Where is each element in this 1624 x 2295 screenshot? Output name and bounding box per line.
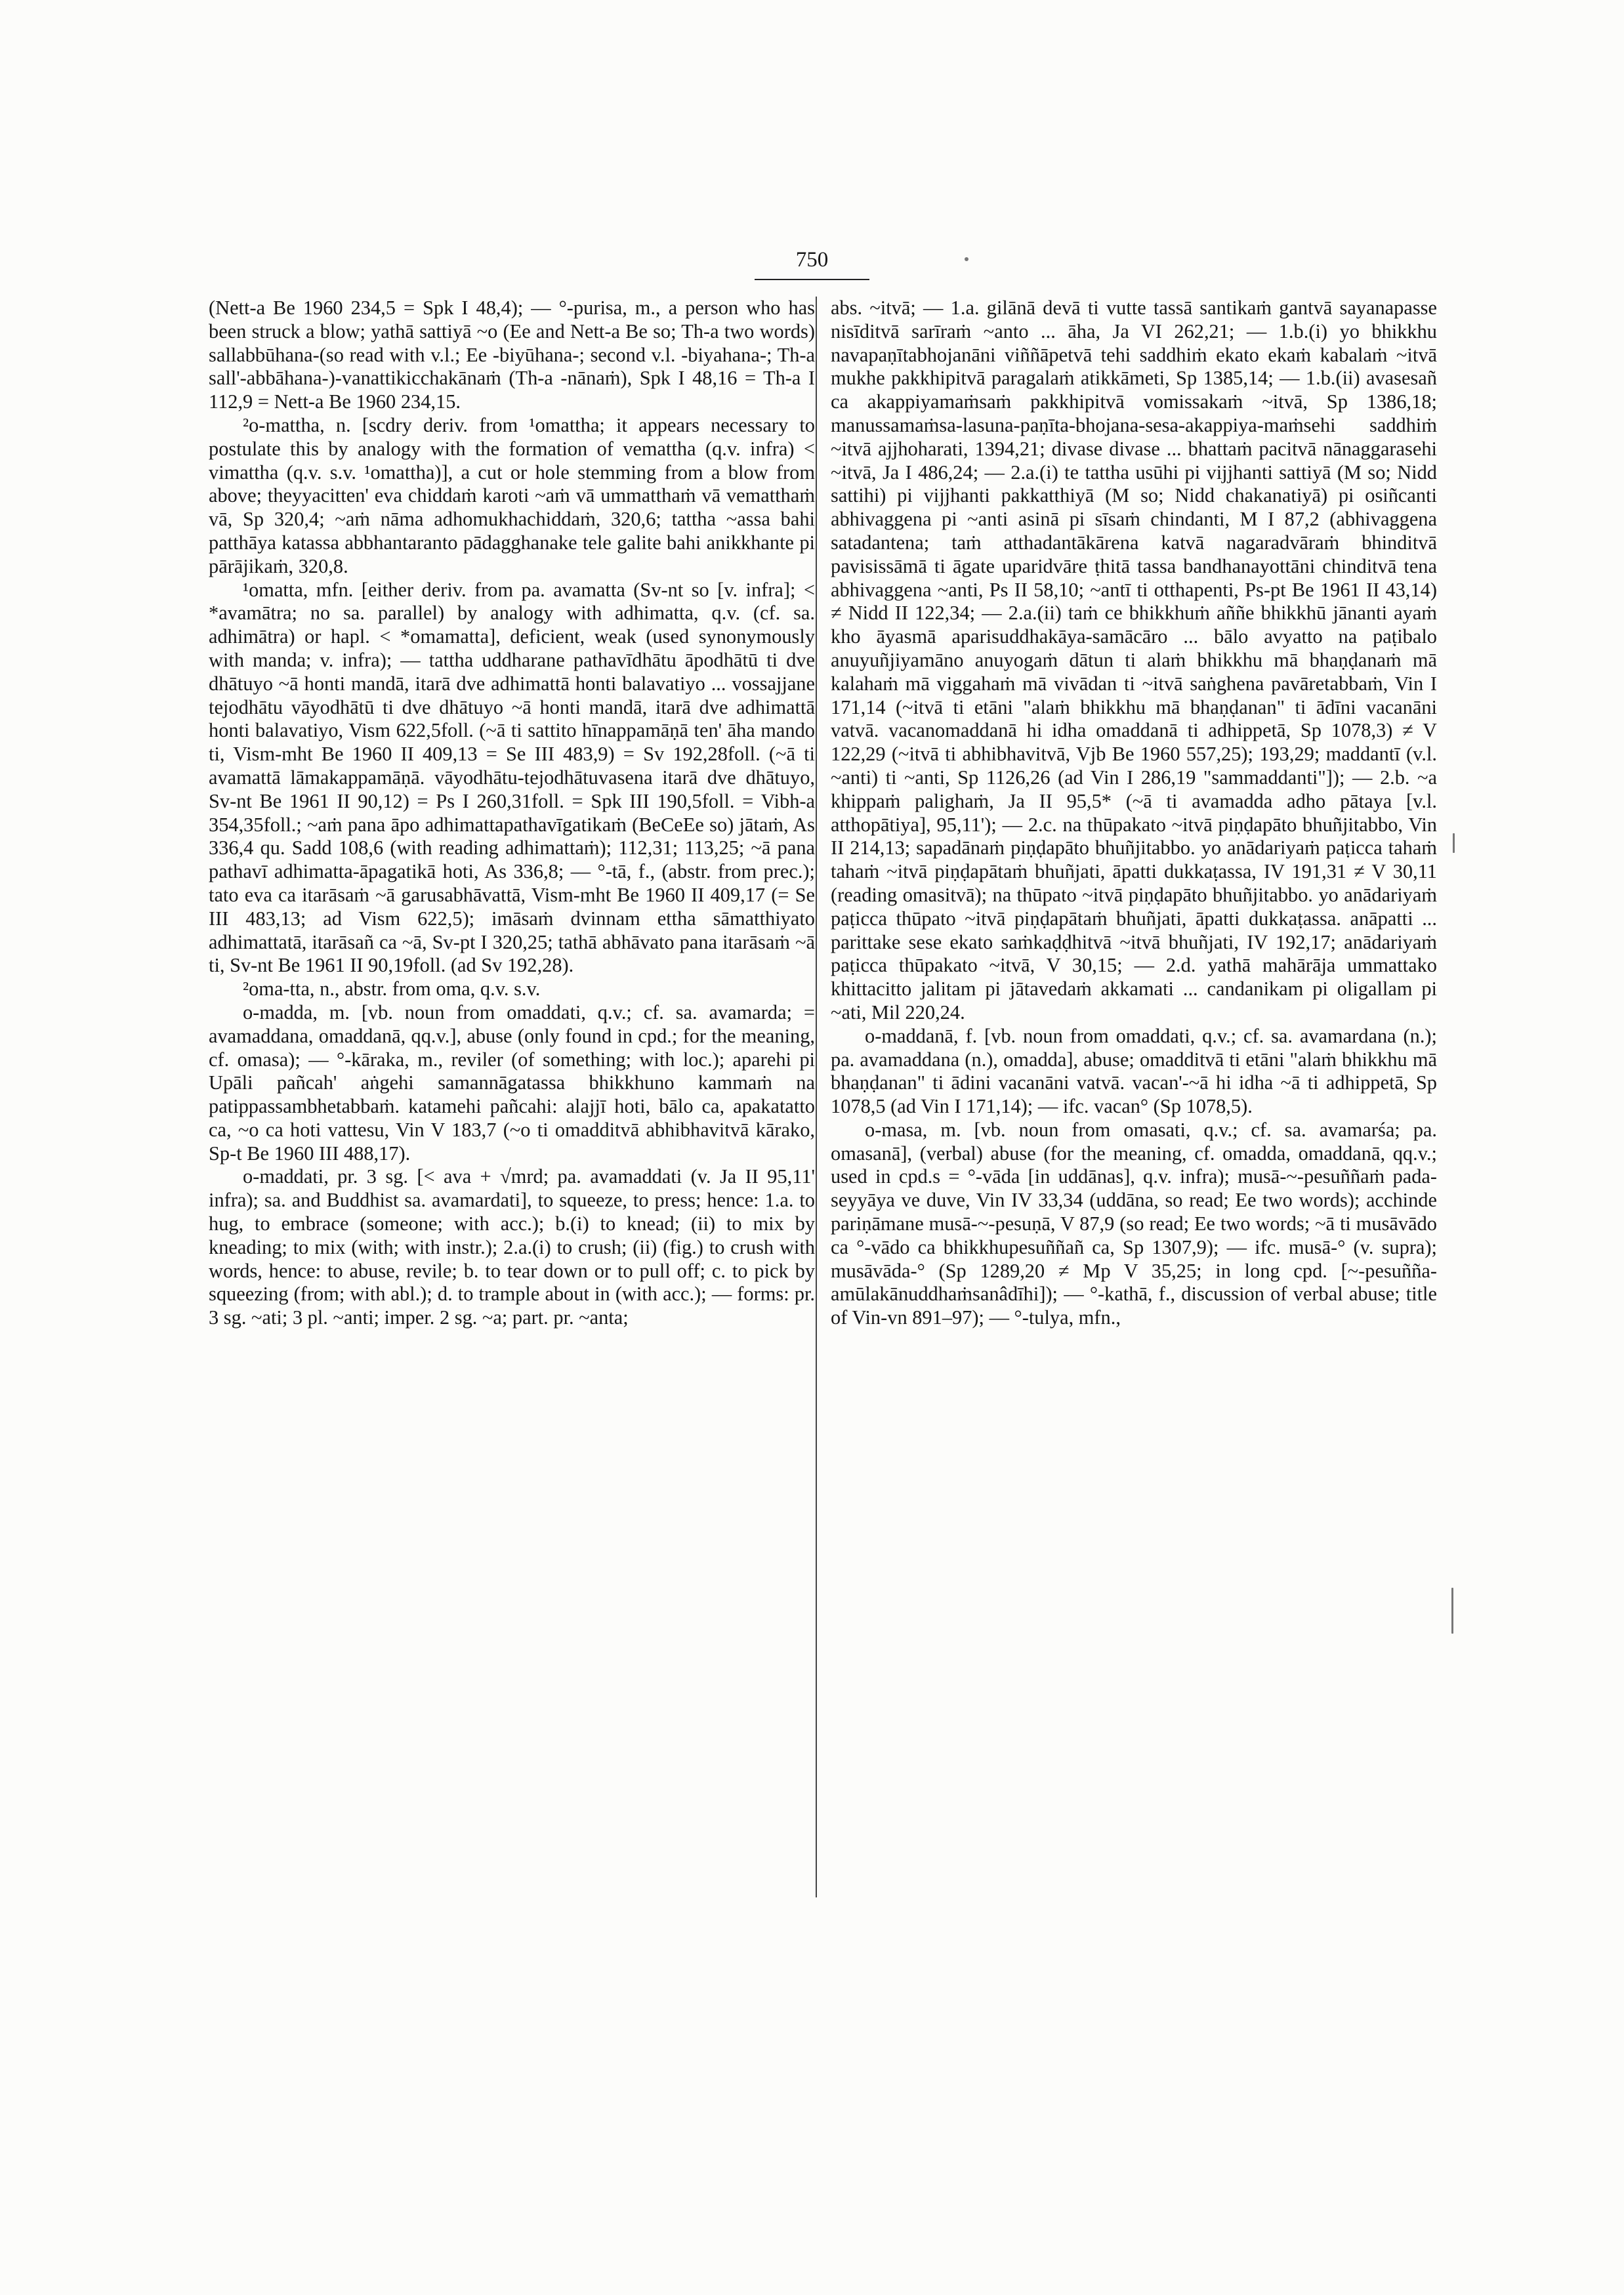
header-rule xyxy=(755,279,869,280)
scan-mark xyxy=(1453,833,1455,853)
scan-mark xyxy=(1451,1588,1453,1634)
entry-purisa-continuation: (Nett-a Be 1960 234,5 = Spk I 48,4); — °-purisa, m., a person who has been struck a blow; yathā sattiyā ~o (Ee and Nett-a Be so; Th-a two words) sallabbūhana-(so read with v.l.; Ee -biyūhana-; second v.l. -biyahana-; Th-a sall'-abbāhana-)-vanattikicchakānaṁ (Th-a -nānaṁ), Spk I 48,16 = Th-a I 112,9 = Nett-a Be 1960 234,15. xyxy=(209,297,815,413)
entry-omatta: ¹omatta, mfn. [either deriv. from pa. avamatta (Sv-nt so [v. infra]; < *avamātra; no sa. parallel) by analogy with adhimatta, q.v. (cf. sa. adhimātra) or hapl. < *omamatta], deficient, weak (used synonymously with manda; v. infra); — tattha uddharane pathavīdhātu āpodhātū ti dve dhātuyo ~ā honti mandā, itarā dve adhimattā honti balavatiyo ... vossajjane tejodhātu vāyodhātū ti dve dhātuyo ~ā honti mandā, itarā dve adhimattā honti balavatiyo, Vism 622,5foll. (~ā ti sattito hīnappamāṇā ten' āha mando ti, Vism-mht Be 1960 II 409,13 = Se III 483,9) = Sv 192,28foll. (~ā ti avamattā lāmakappamāṇā. vāyodhātu-tejodhātuvasena itarā dve dhātuyo, Sv-nt Be 1961 II 90,12) = Ps I 260,31foll. = Spk III 190,5foll. = Vibh-a 354,35foll.; ~aṁ pana āpo adhimattapathavīgatikaṁ (BeCeEe so) jātaṁ, As 336,4 qu. Sadd 108,6 (with reading adhimattaṁ); 112,31; 113,25; ~ā pana pathavī adhimatta-āpagatikā hoti, As 336,8; — °-tā, f., (abstr. from prec.); tato eva ca itarāsaṁ ~ā garusabhāvattā, Vism-mht Be 1960 II 409,17 (= Se III 483,13; ad Vism 622,5); imāsaṁ dvinnam ettha sāmatthiyato adhimattatā, itarāsañ ca ~ā, Sv-pt I 320,25; tathā abhāvato pana itarāsaṁ ~ā ti, Sv-nt Be 1961 II 90,19foll. (ad Sv 192,28). xyxy=(209,578,815,977)
left-column xyxy=(209,297,815,2237)
entry-omaddana: o-maddanā, f. [vb. noun from omaddati, q.v.; cf. sa. avamardana (n.); pa. avamaddana (n.), omadda], abuse; omadditvā ti etāni "alaṁ bhikkhu mā bhaṇḍanan" ti ādini vacanāni vatvā. vacan'-~ā hi idha ~ā ti adhippetā, Sp 1078,5 (ad Vin I 171,14); — ifc. vacan° (Sp 1078,5). xyxy=(831,1024,1437,1118)
right-column xyxy=(831,297,1437,2237)
scan-speck xyxy=(965,257,968,261)
page-number: 750 xyxy=(795,248,829,272)
entry-omasa: o-masa, m. [vb. noun from omasati, q.v.; cf. sa. avamarśa; pa. omasanā], (verbal) abuse (for the meaning, cf. omadda, omaddanā, qq.v.; used in cpd.s = °-vāda [in uddānas], q.v. infra); musā-~-pesuññaṁ pada-seyyāya ve duve, Vin IV 33,34 (uddāna, so read; Ee two words); acchinde pariṇāmane musā-~-pesuṇā, V 87,9 (so read; Ee two words; ~ā ti musāvādo ca °-vādo ca bhikkhupesuññañ ca, Sp 1307,9); — ifc. musā-° (v. supra); musāvāda-° (Sp 1289,20 ≠ Mp V 35,25; in long cpd. [~-pesuñña-amūlakānuddhaṁsanâdīhi]); — °-kathā, f., discussion of verbal abuse; title of Vin-vn 891–97); — °-tulya, mfn., xyxy=(831,1118,1437,1329)
entry-omadda: o-madda, m. [vb. noun from omaddati, q.v.; cf. sa. avamarda; = avamaddana, omaddanā, qq.v.], abuse (only found in cpd.; for the meaning, cf. omasa); — °-kāraka, m., reviler (of something; with loc.); aparehi pi Upāli pañcah' aṅgehi samannāgatassa bhikkhuno kammaṁ na patippassambhetabbaṁ. katamehi pañcahi: alajjī hoti, bālo ca, apakatatto ca, ~o ca hoti vattesu, Vin V 183,7 (~o ti omadditvā abhibhavitvā kārako, Sp-t Be 1960 III 488,17). xyxy=(209,1001,815,1165)
entry-omaddati-continuation: abs. ~itvā; — 1.a. gilānā devā ti vutte tassā santikaṁ gantvā sayanapasse nisīditvā sarīraṁ ~anto ... āha, Ja VI 262,21; — 1.b.(i) yo bhikkhu navapaṇītabhojanāni viññāpetvā tehi saddhiṁ ekato ekaṁ kabalaṁ ~itvā mukhe pakkhipitvā paragalaṁ atikkāmeti, Sp 1385,14; — 1.b.(ii) avasesañ ca akappiyamaṁsaṁ pakkhipitvā vomissakaṁ ~itvā, Sp 1386,18; manussamaṁsa-lasuna-paṇīta-bhojana-sesa-akappiya-maṁsehi saddhiṁ ~itvā ajjhoharati, 1394,21; divase divase ... bhattaṁ pacitvā nānaggarasehi ~itvā, Ja I 486,24; — 2.a.(i) te tattha usūhi pi vijjhanti sattiyā (M so; Nidd sattihi) pi vijjhanti pakkatthiyā (M so; Nidd chakanatiyā) pi osiñcanti abhivaggena pi ~anti asinā pi sīsaṁ chindanti, M I 87,2 (abhivaggena satadantena; taṁ atthadantākārena katvā nagaradvāraṁ bhinditvā pavisissāmā ti āgate uparidvāre ṭhitā tassa bandhanayottāni chinditvā tena abhivaggena ~anti, Ps II 58,10; ~antī ti otthapenti, Ps-pt Be 1961 II 43,14) ≠ Nidd II 122,34; — 2.a.(ii) taṁ ce bhikkhuṁ aññe bhikkhū jānanti ayaṁ kho āyasmā aparisuddhakāya-samācāro ... bālo avyatto na paṭibalo anuyuñjiyamāno anuyogaṁ dātun ti alaṁ bhikkhu mā bhaṇḍanaṁ mā kalahaṁ mā viggahaṁ mā vivādan ti ~itvā saṅghena pavāretabbaṁ, Vin I 171,14 (~itvā ti etāni "alaṁ bhikkhu mā bhaṇḍanan" ti ādīni vacanāni vatvā. vacanomaddanā hi idha omaddanā ti adhippetā, Sp 1078,3) ≠ V 122,29 (~itvā ti abhibhavitvā, Vjb Be 1960 557,25); 193,29; maddantī (v.l. ~anti) ti ~anti, Sp 1126,26 (ad Vin I 286,19 "sammaddanti"]); — 2.b. ~a khippaṁ palighaṁ, Ja II 95,5* (~ā ti avamadda adho pātaya [v.l. atthopātiya], 95,11'); — 2.c. na thūpakato ~itvā piṇḍapāto bhuñjitabbo, Vin II 214,13; sapadānaṁ piṇḍapāto bhuñjitabbo. yo anādariyaṁ paṭicca tahaṁ tahaṁ ~itvā piṇḍapātaṁ bhuñjati, āpatti dukkaṭassa, IV 191,31 ≠ V 30,11 (reading omasitvā); na thūpato ~itvā piṇḍapāto bhuñjitabbo. yo anādariyaṁ paṭicca thūpato ~itvā piṇḍapātaṁ bhuñjati, āpatti dukkaṭassa. anāpatti ... parittake sese ekato saṁkaḍḍhitvā ~itvā bhuñjati, IV 192,17; anādariyaṁ paṭicca thūpakato ~itvā, V 30,15; — 2.d. yathā mahārāja ummattako khittacitto jalitam pi jātavedaṁ akkamati ... candanikam pi oligallam pi ~ati, Mil 220,24. xyxy=(831,297,1437,1023)
entry-omaddati: o-maddati, pr. 3 sg. [< ava + √mrd; pa. avamaddati (v. Ja II 95,11' infra); sa. and Buddhist sa. avamardati], to squeeze, to press; hence: 1.a. to hug, to embrace (someone; with acc.); b.(i) to knead; (ii) to mix by kneading; to mix (with; with instr.); 2.a.(i) to crush; (ii) (fig.) to crush with words, hence: to abuse, revile; b. to tear down or to pull off; c. to pick by squeezing (from; with abl.); d. to trample about in (with acc.); — forms: pr. 3 sg. ~ati; 3 pl. ~anti; imper. 2 sg. ~a; part. pr. ~anta; xyxy=(209,1165,815,1329)
entry-omatta-abstract: ²oma-tta, n., abstr. from oma, q.v. s.v. xyxy=(243,978,541,1001)
column-divider xyxy=(816,297,817,1897)
entry-omattha: ²o-mattha, n. [scdry deriv. from ¹omattha; it appears necessary to postulate this by analogy with the formation of vemattha (q.v. infra) < vimattha (q.v. s.v. ¹omattha)], a cut or hole stemming from a blow from above; theyyacitten' eva chiddaṁ karoti ~aṁ vā ummatthaṁ vā vematthaṁ vā, Sp 320,4; ~aṁ nāma adhomukhachiddaṁ, 320,6; tattha ~assa bahi patthāya katassa abbhantaranto pādagghanake tele galite bahi anikkhante pi pārājikaṁ, 320,8. xyxy=(209,413,815,577)
